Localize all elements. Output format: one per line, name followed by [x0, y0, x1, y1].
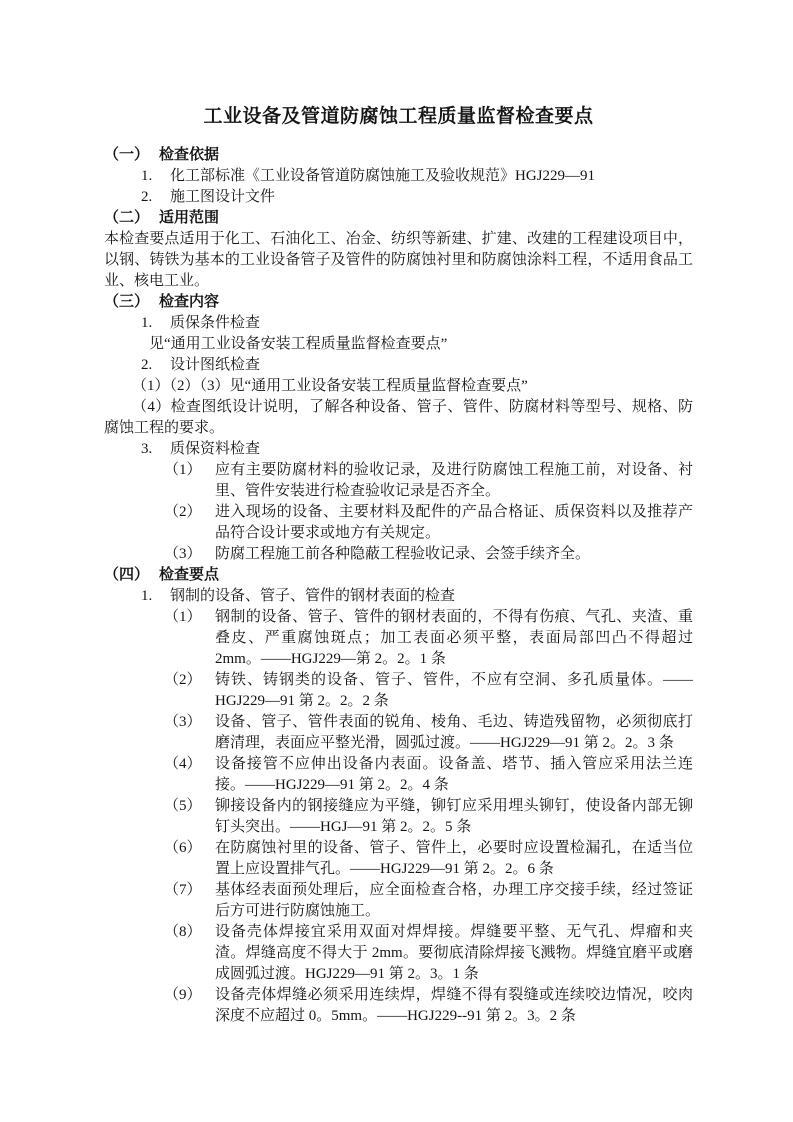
sub-item [104, 544, 693, 565]
sub-item [104, 712, 693, 754]
sub-item-number: （7） [164, 882, 202, 898]
section-number: （三） [104, 294, 150, 310]
section-title: 检查内容 [159, 294, 220, 310]
item-text: 质保资料检查 [170, 441, 261, 457]
section-number: （二） [104, 210, 150, 226]
sub-item-text: 设备壳体焊缝必须采用连续焊，焊缝不得有裂缝或连续咬边情况，咬肉深度不应超过 0。5mm。——HGJ229--91 第 2。3。2 条 [215, 987, 693, 1024]
sub-item [104, 838, 693, 880]
item-text: 化工部标准《工业设备管道防腐蚀施工及验收规范》HGJ229—91 [170, 168, 596, 184]
item-number: 2. [141, 357, 153, 373]
section-2 [104, 208, 693, 292]
list-item [104, 166, 693, 187]
section-4 [104, 565, 693, 1027]
sub-item [104, 985, 693, 1027]
sub-item-text: 铸铁、铸钢类的设备、管子、管件，不应有空洞、多孔质量体。——HGJ229—91 第 2。2。2 条 [215, 672, 693, 709]
sub-item-text: 设备、管子、管件表面的锐角、棱角、毛边、铸造残留物，必须彻底打磨清理，表面应平整光滑，圆弧过渡。——HGJ229—91 第 2。2。3 条 [215, 714, 693, 751]
sub-item-number: （4） [164, 756, 202, 772]
section-heading [104, 208, 693, 229]
sub-item-text: 设备壳体焊接宜采用双面对焊焊接。焊缝要平整、无气孔、焊瘤和夹渣。焊缝高度不得大于 2mm。要彻底清除焊接飞溅物。焊缝宜磨平或磨成圆弧过渡。HGJ229—91 第 2。3。1 条 [215, 924, 693, 982]
sub-item-text: 铆接设备内的钢接缝应为平缝，铆钉应采用埋头铆钉，使设备内部无铆钉头突出。——HGJ—91 第 2。2。5 条 [215, 798, 693, 835]
sub-item [104, 670, 693, 712]
sub-item-number: （2） [164, 672, 202, 688]
sub-item-number: （5） [164, 798, 202, 814]
item-text: 设计图纸检查 [170, 357, 261, 373]
sub-item [104, 796, 693, 838]
section-heading [104, 292, 693, 313]
sub-item-number: （2） [164, 504, 202, 520]
item-number: 1. [141, 588, 153, 604]
section-title: 检查依据 [159, 147, 220, 163]
sub-item [104, 460, 693, 502]
sub-item [104, 607, 693, 670]
item-text: 钢制的设备、管子、管件的钢材表面的检查 [170, 588, 456, 604]
document-body [104, 145, 693, 1027]
list-item [104, 586, 693, 607]
item-number: 1. [141, 315, 153, 331]
section-heading [104, 145, 693, 166]
sub-item [104, 502, 693, 544]
sub-item-text: 基体经表面预处理后，应全面检查合格，办理工序交接手续，经过签证后方可进行防腐蚀施工。 [215, 882, 693, 919]
sub-item-text: 进入现场的设备、主要材料及配件的产品合格证、质保资料以及推荐产品符合设计要求或地方有关规定。 [215, 504, 693, 541]
sub-item [104, 880, 693, 922]
paragraph: （4）检查图纸设计说明，了解各种设备、管子、管件、防腐材料等型号、规格、防腐蚀工程的要求。 [104, 399, 693, 436]
paragraph: （1）（2）（3）见“通用工业设备安装工程质量监督检查要点” [132, 378, 528, 394]
section-3 [104, 292, 693, 565]
sub-item-text: 在防腐蚀衬里的设备、管子、管件上，必要时应设置检漏孔，在适当位置上应设置排气孔。——HGJ229—91 第 2。2。6 条 [215, 840, 693, 877]
item-text: 施工图设计文件 [170, 189, 276, 205]
sub-item-number: （9） [164, 987, 202, 1003]
sub-item-text: 钢制的设备、管子、管件的钢材表面的，不得有伤痕、气孔、夹渣、重叠皮、严重腐蚀斑点；加工表面必须平整，表面局部凹凸不得超过 2mm。——HGJ229—第 2。2。1 条 [215, 609, 693, 667]
sub-item [104, 754, 693, 796]
item-number: 1. [141, 168, 153, 184]
list-item [104, 313, 693, 334]
sub-item [104, 922, 693, 985]
sub-item-number: （8） [164, 924, 202, 940]
sub-item-number: （6） [164, 840, 202, 856]
paragraph: 见“通用工业设备安装工程质量监督检查要点” [149, 336, 448, 352]
sub-item-text: 设备接管不应伸出设备内表面。设备盖、塔节、插入管应采用法兰连接。——HGJ229—91 第 2。2。4 条 [215, 756, 693, 793]
section-title: 适用范围 [159, 210, 220, 226]
sub-item-text: 应有主要防腐材料的验收记录，及进行防腐蚀工程施工前，对设备、衬里、管件安装进行检查验收记录是否齐全。 [215, 462, 693, 499]
section-1 [104, 145, 693, 208]
section-title: 检查要点 [159, 567, 220, 583]
paragraph: 本检查要点适用于化工、石油化工、冶金、纺织等新建、扩建、改建的工程建设项目中，以钢、铸铁为基本的工业设备管子及管件的防腐蚀衬里和防腐蚀涂料工程，不适用食品工业、核电工业。 [104, 231, 693, 289]
item-number: 3. [141, 441, 153, 457]
page-title: 工业设备及管道防腐蚀工程质量监督检查要点 [203, 106, 594, 127]
list-item [104, 355, 693, 376]
sub-item-number: （3） [164, 546, 202, 562]
sub-item-number: （3） [164, 714, 202, 730]
sub-item-text: 防腐工程施工前各种隐蔽工程验收记录、会签手续齐全。 [215, 546, 591, 562]
item-number: 2. [141, 189, 153, 205]
section-heading [104, 565, 693, 586]
list-item [104, 187, 693, 208]
sub-item-number: （1） [164, 609, 202, 625]
section-number: （一） [104, 147, 150, 163]
item-text: 质保条件检查 [170, 315, 261, 331]
sub-item-number: （1） [164, 462, 202, 478]
section-number: （四） [104, 567, 150, 583]
list-item [104, 439, 693, 460]
